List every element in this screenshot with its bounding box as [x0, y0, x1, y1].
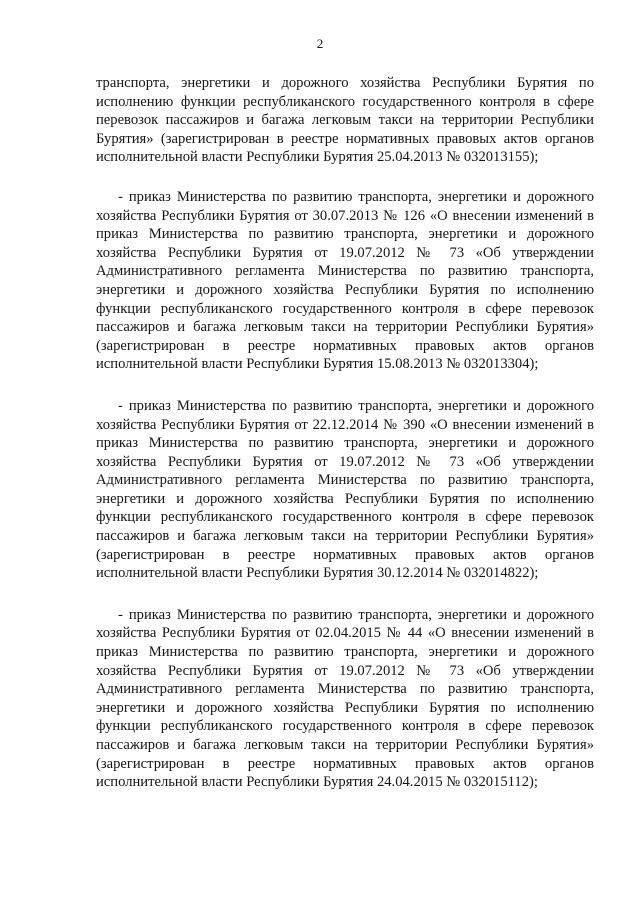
list-item-order-390: - приказ Министерства по развитию транспорта, энергетики и дорожного хозяйства Республики Бурятия от 22.12.2014 № 390 «О внесении изменений в приказ Министерства по развитию транспорта, энергетики и дорожного хозяйства Республики Бурятия от 19.07.2012 № 73 «Об утверждении Административного регламента Министерства по развитию транспорта, энергетики и дорожного хозяйства Республики Бурятия по исполнению функции республиканского государственного контроля в сфере перевозок пассажиров и багажа легковым такси на территории Республики Бурятия» (зарегистрирован в реестре нормативных правовых актов органов исполнительной власти Республики Бурятия 30.12.2014 № 032014822);	[96, 397, 594, 582]
list-item-order-126: - приказ Министерства по развитию транспорта, энергетики и дорожного хозяйства Республики Бурятия от 30.07.2013 № 126 «О внесении изменений в приказ Министерства по развитию транспорта, энергетики и дорожного хозяйства Республики Бурятия от 19.07.2012 № 73 «Об утверждении Административного регламента Министерства по развитию транспорта, энергетики и дорожного хозяйства Республики Бурятия по исполнению функции республиканского государственного контроля в сфере перевозок пассажиров и багажа легковым такси на территории Республики Бурятия» (зарегистрирован в реестре нормативных правовых актов органов исполнительной власти Республики Бурятия 15.08.2013 № 032013304);	[96, 188, 594, 373]
page-number: 2	[316, 36, 324, 51]
list-item-order-44: - приказ Министерства по развитию транспорта, энергетики и дорожного хозяйства Республики Бурятия от 02.04.2015 № 44 «О внесении изменений в приказ Министерства по развитию транспорта, энергетики и дорожного хозяйства Республики Бурятия от 19.07.2012 № 73 «Об утверждении Административного регламента Министерства по развитию транспорта, энергетики и дорожного хозяйства Республики Бурятия по исполнению функции республиканского государственного контроля в сфере перевозок пассажиров и багажа легковым такси на территории Республики Бурятия» (зарегистрирован в реестре нормативных правовых актов органов исполнительной власти Республики Бурятия 24.04.2015 № 032015112);	[96, 606, 594, 791]
document-body	[96, 74, 594, 815]
paragraph-continuation: транспорта, энергетики и дорожного хозяйства Республики Бурятия по исполнению функции республиканского государственного контроля в сфере перевозок пассажиров и багажа легковым такси на территории Республики Бурятия» (зарегистрирован в реестре нормативных правовых актов органов исполнительной власти Республики Бурятия 25.04.2013 № 032013155);	[96, 75, 594, 166]
